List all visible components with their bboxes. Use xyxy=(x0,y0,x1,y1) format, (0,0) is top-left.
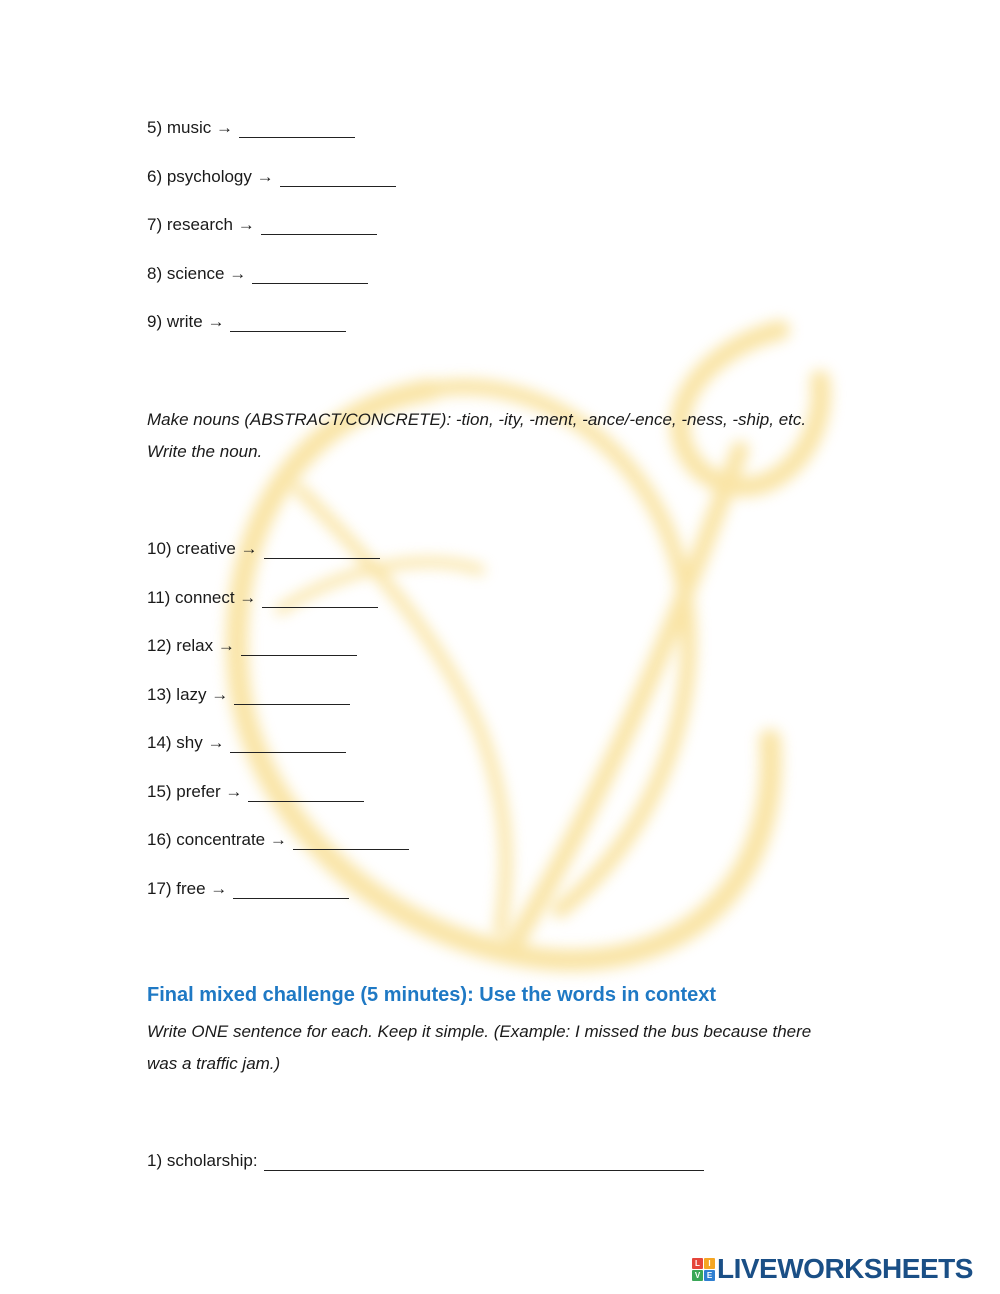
list-item xyxy=(147,215,377,235)
item-label: 8) science → xyxy=(147,264,247,283)
answer-blank[interactable] xyxy=(248,785,364,802)
answer-blank[interactable] xyxy=(262,591,378,608)
list-item xyxy=(147,782,364,802)
item-label: 11) connect → xyxy=(147,588,257,607)
answer-blank[interactable] xyxy=(233,882,349,899)
item-label: 10) creative → xyxy=(147,539,258,558)
list-item xyxy=(147,733,346,753)
list-item xyxy=(147,1151,704,1171)
item-label: 17) free → xyxy=(147,879,228,898)
instruction-line: was a traffic jam.) xyxy=(147,1054,281,1073)
final-instruction xyxy=(147,1016,867,1080)
answer-blank[interactable] xyxy=(239,121,355,138)
instruction-line: Write the noun. xyxy=(147,442,263,461)
answer-blank[interactable] xyxy=(280,170,396,187)
list-item xyxy=(147,264,368,284)
answer-blank[interactable] xyxy=(230,736,346,753)
answer-blank[interactable] xyxy=(264,1154,704,1171)
instruction-line: Make nouns (ABSTRACT/CONCRETE): -tion, -ity, -ment, -ance/-ence, -ness, -ship, etc. xyxy=(147,410,807,429)
list-item xyxy=(147,312,346,332)
item-label: 12) relax → xyxy=(147,636,235,655)
answer-blank[interactable] xyxy=(264,542,380,559)
list-item xyxy=(147,636,357,656)
item-label: 1) scholarship: xyxy=(147,1151,258,1170)
logo-text: LIVEWORKSHEETS xyxy=(717,1253,973,1284)
list-item xyxy=(147,830,409,850)
liveworksheets-logo xyxy=(692,1252,973,1286)
item-label: 14) shy → xyxy=(147,733,225,752)
instruction-line: Write ONE sentence for each. Keep it simple. (Example: I missed the bus because there xyxy=(147,1022,812,1041)
section-heading: Final mixed challenge (5 minutes): Use the words in context xyxy=(147,984,717,1006)
list-item xyxy=(147,588,378,608)
answer-blank[interactable] xyxy=(241,639,357,656)
list-item xyxy=(147,539,380,559)
item-label: 9) write → xyxy=(147,312,225,331)
list-item xyxy=(147,685,350,705)
answer-blank[interactable] xyxy=(230,315,346,332)
item-label: 15) prefer → xyxy=(147,782,243,801)
item-label: 5) music → xyxy=(147,118,233,137)
answer-blank[interactable] xyxy=(252,267,368,284)
item-label: 7) research → xyxy=(147,215,255,234)
item-label: 16) concentrate → xyxy=(147,830,287,849)
nouns-instruction xyxy=(147,404,867,468)
item-label: 6) psychology → xyxy=(147,167,274,186)
list-item xyxy=(147,118,355,138)
list-item xyxy=(147,167,396,187)
item-label: 13) lazy → xyxy=(147,685,229,704)
answer-blank[interactable] xyxy=(261,218,377,235)
logo-mark-icon: L I V E xyxy=(692,1258,715,1281)
answer-blank[interactable] xyxy=(293,833,409,850)
answer-blank[interactable] xyxy=(234,688,350,705)
list-item xyxy=(147,879,349,899)
